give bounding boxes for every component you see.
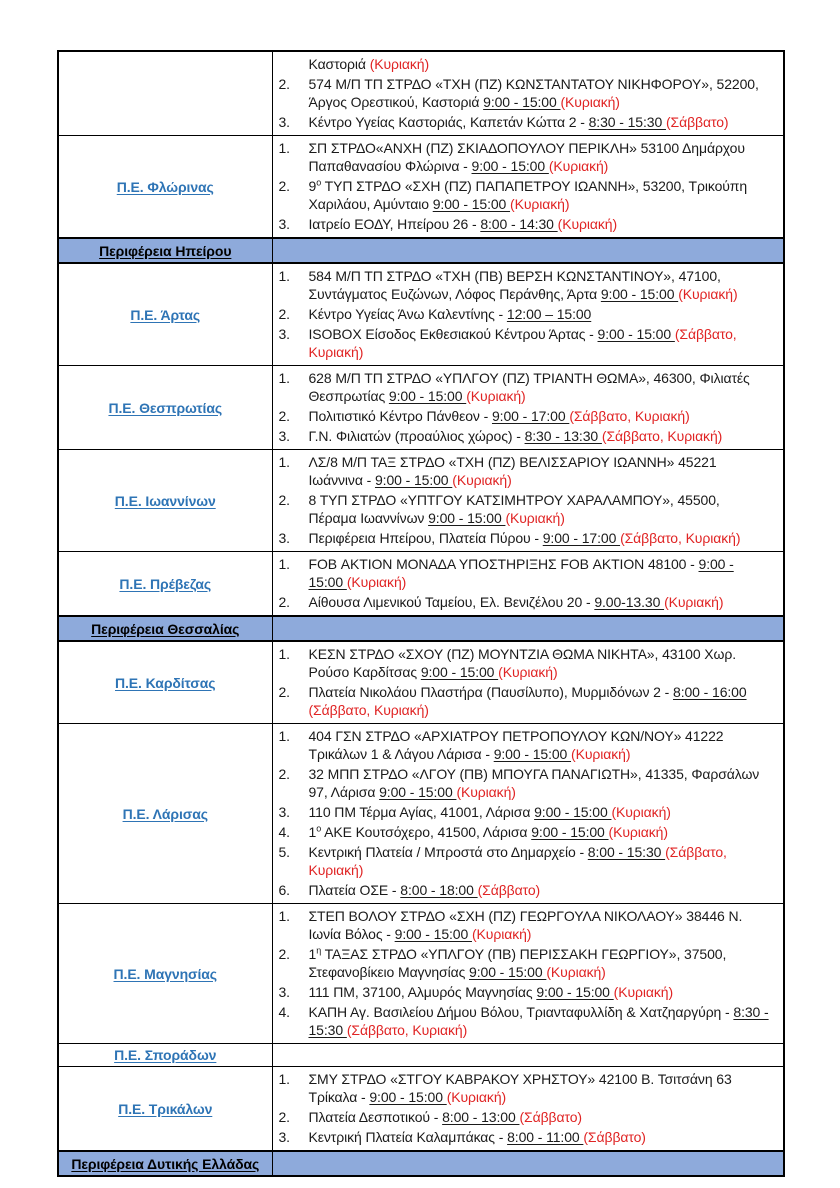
unit-label-cell xyxy=(58,51,272,136)
day-note: (Σάββατο) xyxy=(477,882,541,898)
item-text xyxy=(309,1070,772,1106)
day-note: (Κυριακή) xyxy=(446,1089,507,1105)
location-text: 584 Μ/Π ΤΠ ΣΤΡΔΟ «ΤΧΗ (ΠΒ) ΒΕΡΣΗ ΚΩΝΣΤΑΝΤΙΝΟΥ», 47100, Συντάγματος Ευζώνων, Λόφος Περάνθης, Άρτα xyxy=(308,268,721,302)
item-text xyxy=(309,407,772,425)
item-number: 2. xyxy=(278,1109,290,1125)
item-number: 3. xyxy=(278,804,290,820)
table-body xyxy=(58,51,784,1176)
region-header-row xyxy=(58,616,784,641)
day-note: (Κυριακή) xyxy=(613,984,674,1000)
location-text: 574 Μ/Π ΤΠ ΣΤΡΔΟ «ΤΧΗ (ΠΖ) ΚΩΝΣΤΑΝΤΑΤΟΥ ΝΙΚΗΦΟΡΟΥ», 52200, Άργος Ορεστικού, Καστοριά xyxy=(308,76,759,110)
unit-row xyxy=(58,1067,784,1152)
location-text: ΤΑΞΑΣ ΣΤΡΔΟ «ΥΠΛΓΟΥ (ΠΒ) ΠΕΡΙΣΣΑΚΗ ΓΕΩΡΓΙΟΥ», 37500, Στεφανοβίκειο Μαγνησίας xyxy=(308,946,727,980)
item-number: 3. xyxy=(278,216,290,232)
time-range: 9:00 - 15:00 xyxy=(432,196,511,212)
item-number: 1. xyxy=(278,556,290,572)
unit-label-link[interactable]: Π.Ε. Σποράδων xyxy=(114,1047,217,1063)
location-item xyxy=(279,803,772,821)
day-note: (Σάββατο) xyxy=(583,1129,646,1145)
time-range: 8:00 - 15:30 xyxy=(587,844,666,860)
region-header-row xyxy=(58,238,784,263)
time-range: 9:00 - 15:00 xyxy=(536,984,614,1000)
location-item xyxy=(279,727,772,763)
location-item xyxy=(279,491,772,527)
location-text: Γ.Ν. Φιλιατών (προαύλιος χώρος) - xyxy=(308,428,525,444)
location-item xyxy=(279,765,772,801)
location-item xyxy=(279,593,772,611)
location-text: Ιατρείο ΕΟΔΥ, Ηπείρου 26 - xyxy=(308,216,481,232)
day-note: (Κυριακή) xyxy=(452,472,512,488)
item-number: 2. xyxy=(278,946,290,962)
day-note: (Σάββατο, Κυριακή) xyxy=(346,1022,468,1038)
item-text xyxy=(309,491,772,527)
item-number: 3. xyxy=(278,114,290,130)
location-item xyxy=(279,267,772,303)
unit-label-link[interactable]: Π.Ε. Λάρισας xyxy=(122,805,208,822)
item-text xyxy=(309,803,772,821)
location-text: 1 xyxy=(308,824,317,840)
item-text xyxy=(309,529,772,547)
time-range: 9:00 - 15:00 xyxy=(531,824,609,840)
location-text: ΛΣ/8 Μ/Π ΤΑΞ ΣΤΡΔΟ «ΤΧΗ (ΠΖ) ΒΕΛΙΣΣΑΡΙΟΥ ΙΩΑΝΝΗ» 45221 Ιωάννινα - xyxy=(308,454,717,488)
location-text: Κεντρική Πλατεία Καλαμπάκας - xyxy=(308,1129,508,1145)
item-number: 2. xyxy=(278,594,290,610)
location-item xyxy=(279,1128,772,1146)
locations-cell xyxy=(272,904,784,1044)
item-number: 1. xyxy=(278,1071,290,1087)
item-text xyxy=(309,427,772,445)
location-text: 628 Μ/Π ΤΠ ΣΤΡΔΟ «ΥΠΛΓΟΥ (ΠΖ) ΤΡΙΑΝΤΗ ΘΩΜΑ», 46300, Φιλιατές Θεσπρωτίας xyxy=(308,370,750,404)
unit-label-link[interactable]: Π.Ε. Πρέβεζας xyxy=(119,575,212,592)
item-text xyxy=(309,907,772,943)
day-note: (Κυριακή) xyxy=(466,388,526,404)
locations-cell xyxy=(272,1044,784,1067)
time-range: 9.00-13.30 xyxy=(594,594,665,610)
item-number: 1. xyxy=(278,370,290,386)
unit-label-cell xyxy=(58,724,272,904)
unit-label-cell xyxy=(58,366,272,450)
item-text xyxy=(309,683,772,719)
item-number: 1. xyxy=(278,140,290,156)
unit-row xyxy=(58,1044,784,1067)
unit-row xyxy=(58,904,784,1044)
location-text: Καστοριά xyxy=(308,56,370,72)
item-text xyxy=(309,267,772,303)
day-note: (Κυριακή) xyxy=(546,964,606,980)
unit-label-link[interactable]: Π.Ε. Ιωαννίνων xyxy=(114,492,216,509)
location-item xyxy=(279,1108,772,1126)
location-text: 111 ΠΜ, 37100, Αλμυρός Μαγνησίας xyxy=(308,984,537,1000)
locations-cell xyxy=(272,51,784,136)
item-text xyxy=(309,215,772,233)
item-number: 3. xyxy=(278,530,290,546)
item-text xyxy=(309,843,772,879)
location-text: Πλατεία Δεσποτικού - xyxy=(308,1109,443,1125)
item-number: 6. xyxy=(278,882,290,898)
region-header-row xyxy=(58,1151,784,1176)
item-text xyxy=(309,593,772,611)
item-text xyxy=(309,305,772,323)
location-item xyxy=(279,683,772,719)
unit-label-link[interactable]: Π.Ε. Θεσπρωτίας xyxy=(108,399,223,416)
time-range: 9:00 - 15:00 xyxy=(420,664,499,680)
location-item xyxy=(279,453,772,489)
item-text xyxy=(309,945,772,981)
time-range: 9:00 - 15:00 xyxy=(374,472,453,488)
day-note: (Κυριακή) xyxy=(505,510,565,526)
location-text: Κεντρική Πλατεία / Μπροστά στο Δημαρχείο - xyxy=(308,844,588,860)
day-note: (Σάββατο) xyxy=(519,1109,582,1125)
location-text: Αίθουσα Λιμενικού Ταμείου, Ελ. Βενιζέλου 20 - xyxy=(308,594,595,610)
location-item xyxy=(279,325,772,361)
item-number: 2. xyxy=(278,306,290,322)
unit-label-cell xyxy=(58,1067,272,1152)
location-text: 404 ΓΣΝ ΣΤΡΔΟ «ΑΡΧΙΑΤΡΟΥ ΠΕΤΡΟΠΟΥΛΟΥ ΚΩΝ/ΝΟΥ» 41222 Τρικάλων 1 & Λάγου Λάρισα - xyxy=(308,728,724,762)
day-note: (Σάββατο) xyxy=(665,114,729,130)
ordinal-superscript: ο xyxy=(316,823,322,834)
unit-row xyxy=(58,51,784,136)
region-header-spacer xyxy=(272,616,784,641)
item-number: 3. xyxy=(278,1129,290,1145)
vaccination-points-table xyxy=(57,50,785,1177)
region-label: Περιφέρεια Θεσσαλίας xyxy=(91,620,240,637)
location-item xyxy=(279,215,772,233)
time-range: 9:00 - 15:00 xyxy=(600,286,679,302)
day-note: (Κυριακή) xyxy=(571,746,631,762)
item-text xyxy=(309,727,772,763)
day-note: (Κυριακή) xyxy=(369,56,430,72)
location-item xyxy=(279,427,772,445)
unit-label-cell xyxy=(58,263,272,366)
item-number: 3. xyxy=(278,984,290,1000)
location-text: ΣΤΕΠ ΒΟΛΟΥ ΣΤΡΔΟ «ΣΧΗ (ΠΖ) ΓΕΩΡΓΟΥΛΑ ΝΙΚΟΛΑΟΥ» 38446 Ν. Ιωνία Βόλος - xyxy=(308,908,743,942)
unit-label-link[interactable]: Π.Ε. Μαγνησίας xyxy=(113,965,217,982)
day-note: (Κυριακή) xyxy=(498,664,558,680)
item-number: 4. xyxy=(278,1004,290,1020)
day-note: (Σάββατο, Κυριακή) xyxy=(569,408,690,424)
item-text xyxy=(309,55,772,73)
region-header-spacer xyxy=(272,1151,784,1176)
location-item xyxy=(279,843,772,879)
day-note: (Κυριακή) xyxy=(471,926,532,942)
region-label: Περιφέρεια Ηπείρου xyxy=(99,242,232,259)
location-item xyxy=(279,369,772,405)
time-range: 8:00 - 11:00 xyxy=(507,1129,584,1145)
location-item xyxy=(279,75,772,111)
locations-cell xyxy=(272,641,784,724)
location-text: ΚΕΣΝ ΣΤΡΔΟ «ΣΧΟΥ (ΠΖ) ΜΟΥΝΤΖΙΑ ΘΩΜΑ ΝΙΚΗΤΑ», 43100 Χωρ. Ρούσο Καρδίτσας xyxy=(308,646,737,680)
region-header-cell xyxy=(58,238,272,263)
day-note: (Σάββατο, Κυριακή) xyxy=(308,326,737,360)
location-text: 1 xyxy=(308,946,317,962)
item-number: 1. xyxy=(278,268,290,284)
item-number: 1. xyxy=(278,646,290,662)
locations-cell xyxy=(272,263,784,366)
region-header-spacer xyxy=(272,238,784,263)
locations-cell xyxy=(272,450,784,552)
item-number: 3. xyxy=(278,428,290,444)
time-range: 9:00 - 15:00 xyxy=(534,804,612,820)
item-number: 3. xyxy=(278,326,290,342)
unit-label-cell xyxy=(58,904,272,1044)
item-text xyxy=(309,823,772,841)
location-text: Πλατεία Νικολάου Πλαστήρα (Παυσίλυπο), Μυρμιδόνων 2 - xyxy=(308,684,674,700)
unit-row xyxy=(58,641,784,724)
item-text xyxy=(309,555,772,591)
location-text: ΣΜΥ ΣΤΡΔΟ «ΣΤΓΟΥ ΚΑΒΡΑΚΟΥ ΧΡΗΣΤΟΥ» 42100 Β. Τσιτσάνη 63 Τρίκαλα - xyxy=(308,1071,732,1105)
day-note: (Σάββατο, Κυριακή) xyxy=(308,844,727,878)
location-text: ΑΚΕ Κουτσόχερο, 41500, Λάρισα xyxy=(321,824,532,840)
item-number: 4. xyxy=(278,824,290,840)
time-range: 9:00 - 17:00 xyxy=(491,408,570,424)
item-number: 5. xyxy=(278,844,290,860)
location-item xyxy=(279,983,772,1001)
location-text: Περιφέρεια Ηπείρου, Πλατεία Πύρου - xyxy=(308,530,543,546)
location-item xyxy=(279,1070,772,1106)
day-note: (Κυριακή) xyxy=(664,594,724,610)
location-item xyxy=(279,113,772,131)
time-range: 9:00 - 15:00 xyxy=(394,926,472,942)
item-number: 2. xyxy=(278,178,290,194)
item-text xyxy=(309,453,772,489)
item-text xyxy=(309,645,772,681)
location-text: 8 ΤΥΠ ΣΤΡΔΟ «ΥΠΤΓΟΥ ΚΑΤΣΙΜΗΤΡΟΥ ΧΑΡΑΛΑΜΠΟΥ», 45500, Πέραμα Ιωαννίνων xyxy=(308,492,720,526)
time-range: 9:00 - 17:00 xyxy=(542,530,621,546)
item-number xyxy=(279,55,309,73)
day-note: (Κυριακή) xyxy=(456,784,516,800)
location-item xyxy=(279,823,772,841)
locations-cell xyxy=(272,136,784,239)
item-text xyxy=(309,369,772,405)
time-range: 8:30 - 13:30 xyxy=(524,428,602,444)
location-text: ΚΑΠΗ Αγ. Βασιλείου Δήμου Βόλου, Τριανταφυλλίδη & Χατζηαργύρη - xyxy=(308,1004,734,1020)
unit-label-link[interactable]: Π.Ε. Φλώρινας xyxy=(116,178,214,195)
unit-label-link[interactable]: Π.Ε. Καρδίτσας xyxy=(115,674,216,691)
location-item xyxy=(279,139,772,175)
location-text: ΣΠ ΣΤΡΔΟ«ΑΝΧΗ (ΠΖ) ΣΚΙΑΔΟΠΟΥΛΟΥ ΠΕΡΙΚΛΗ» 53100 Δημάρχου Παπαθανασίου Φλώρινα - xyxy=(308,140,745,174)
time-range: 12:00 – 15:00 xyxy=(506,306,592,322)
locations-cell xyxy=(272,552,784,617)
location-item xyxy=(279,305,772,323)
day-note: (Κυριακή) xyxy=(548,158,609,174)
time-range: 9:00 - 15:00 xyxy=(469,964,547,980)
day-note: (Κυριακή) xyxy=(346,574,407,590)
item-text xyxy=(309,1128,772,1146)
location-item xyxy=(279,177,772,213)
locations-cell xyxy=(272,724,784,904)
location-text: 110 ΠΜ Τέρμα Αγίας, 41001, Λάρισα xyxy=(308,804,535,820)
item-number: 2. xyxy=(278,766,290,782)
item-text xyxy=(309,139,772,175)
time-range: 9:00 - 15:00 xyxy=(369,1089,447,1105)
day-note: (Κυριακή) xyxy=(608,824,668,840)
location-item xyxy=(279,945,772,981)
time-range: 8:00 - 14:30 xyxy=(480,216,558,232)
unit-label-cell xyxy=(58,136,272,239)
location-text: ΤΥΠ ΣΤΡΔΟ «ΣΧΗ (ΠΖ) ΠΑΠΑΠΕΤΡΟΥ ΙΩΑΝΝΗ», 53200, Τρικούπη Χαριλάου, Αμύνταιο xyxy=(308,178,748,212)
locations-cell xyxy=(272,1067,784,1152)
location-item xyxy=(279,907,772,943)
time-range: 9:00 - 15:00 xyxy=(493,746,572,762)
unit-label-cell xyxy=(58,450,272,552)
item-number: 1. xyxy=(278,454,290,470)
location-text: 9 xyxy=(308,178,317,194)
location-text: Κέντρο Υγείας Άνω Καλεντίνης - xyxy=(308,306,507,322)
unit-row xyxy=(58,136,784,239)
ordinal-superscript: ο xyxy=(316,177,322,188)
item-text xyxy=(309,765,772,801)
time-range: 9:00 - 15:00 xyxy=(471,158,549,174)
time-range: 9:00 - 15:00 xyxy=(428,510,506,526)
time-range: 9:00 - 15:00 xyxy=(308,556,734,590)
location-text: FOB ΑΚΤΙΟΝ ΜΟΝΑΔΑ ΥΠΟΣΤΗΡΙΞΗΣ FOB ΑΚΤΙΟΝ 48100 - xyxy=(308,556,699,572)
item-number: 2. xyxy=(278,76,290,92)
location-text: ISOBOX Είσοδος Εκθεσιακού Κέντρου Άρτας - xyxy=(308,326,598,342)
unit-row xyxy=(58,552,784,617)
unit-label-cell xyxy=(58,1044,272,1067)
region-header-cell xyxy=(58,616,272,641)
location-item xyxy=(279,881,772,899)
day-note: (Κυριακή) xyxy=(557,216,618,232)
unit-row xyxy=(58,263,784,366)
item-number: 2. xyxy=(278,408,290,424)
region-header-cell xyxy=(58,1151,272,1176)
ordinal-superscript: η xyxy=(316,945,322,956)
location-item xyxy=(279,529,772,547)
item-number: 1. xyxy=(278,908,290,924)
item-text xyxy=(309,1003,772,1039)
day-note: (Κυριακή) xyxy=(510,196,570,212)
location-text: 32 ΜΠΠ ΣΤΡΔΟ «ΛΓΟΥ (ΠΒ) ΜΠΟΥΓΑ ΠΑΝΑΓΙΩΤΗ», 41335, Φαρσάλων 97, Λάρισα xyxy=(308,766,760,800)
day-note: (Κυριακή) xyxy=(560,94,620,110)
day-note: (Κυριακή) xyxy=(678,286,738,302)
location-text: Πολιτιστικό Κέντρο Πάνθεον - xyxy=(308,408,492,424)
locations-cell xyxy=(272,366,784,450)
time-range: 8:30 - 15:30 xyxy=(308,1004,769,1038)
item-text xyxy=(309,177,772,213)
time-range: 8:00 - 16:00 xyxy=(673,684,747,700)
unit-row xyxy=(58,724,784,904)
unit-label-link[interactable]: Π.Ε. Άρτας xyxy=(130,306,201,323)
time-range: 9:00 - 15:00 xyxy=(483,94,561,110)
time-range: 8:30 - 15:30 xyxy=(588,114,666,130)
item-number: 1. xyxy=(278,728,290,744)
unit-label-cell xyxy=(58,552,272,617)
location-item xyxy=(279,1003,772,1039)
location-item xyxy=(279,555,772,591)
unit-row xyxy=(58,366,784,450)
unit-label-link[interactable]: Π.Ε. Τρικάλων xyxy=(118,1100,213,1117)
item-text xyxy=(309,1108,772,1126)
time-range: 9:00 - 15:00 xyxy=(379,784,457,800)
time-range: 8:00 - 18:00 xyxy=(400,882,478,898)
location-item xyxy=(279,645,772,681)
time-range: 9:00 - 15:00 xyxy=(388,388,467,404)
unit-label-cell xyxy=(58,641,272,724)
item-text xyxy=(309,881,772,899)
location-item xyxy=(279,407,772,425)
item-text xyxy=(309,983,772,1001)
item-number: 2. xyxy=(278,684,290,700)
day-note: (Κυριακή) xyxy=(611,804,671,820)
item-text xyxy=(309,113,772,131)
day-note: (Σάββατο, Κυριακή) xyxy=(308,702,429,718)
day-note: (Σάββατο, Κυριακή) xyxy=(620,530,741,546)
day-note: (Σάββατο, Κυριακή) xyxy=(601,428,723,444)
location-text: Κέντρο Υγείας Καστοριάς, Καπετάν Κώττα 2 - xyxy=(308,114,589,130)
unit-row xyxy=(58,450,784,552)
location-item xyxy=(279,55,772,73)
item-text xyxy=(309,75,772,111)
item-number: 2. xyxy=(278,492,290,508)
time-range: 9:00 - 15:00 xyxy=(597,326,675,342)
location-text: Πλατεία ΟΣΕ - xyxy=(308,882,401,898)
time-range: 8:00 - 13:00 xyxy=(442,1109,520,1125)
region-label: Περιφέρεια Δυτικής Ελλάδας xyxy=(71,1155,260,1172)
item-text xyxy=(309,325,772,361)
